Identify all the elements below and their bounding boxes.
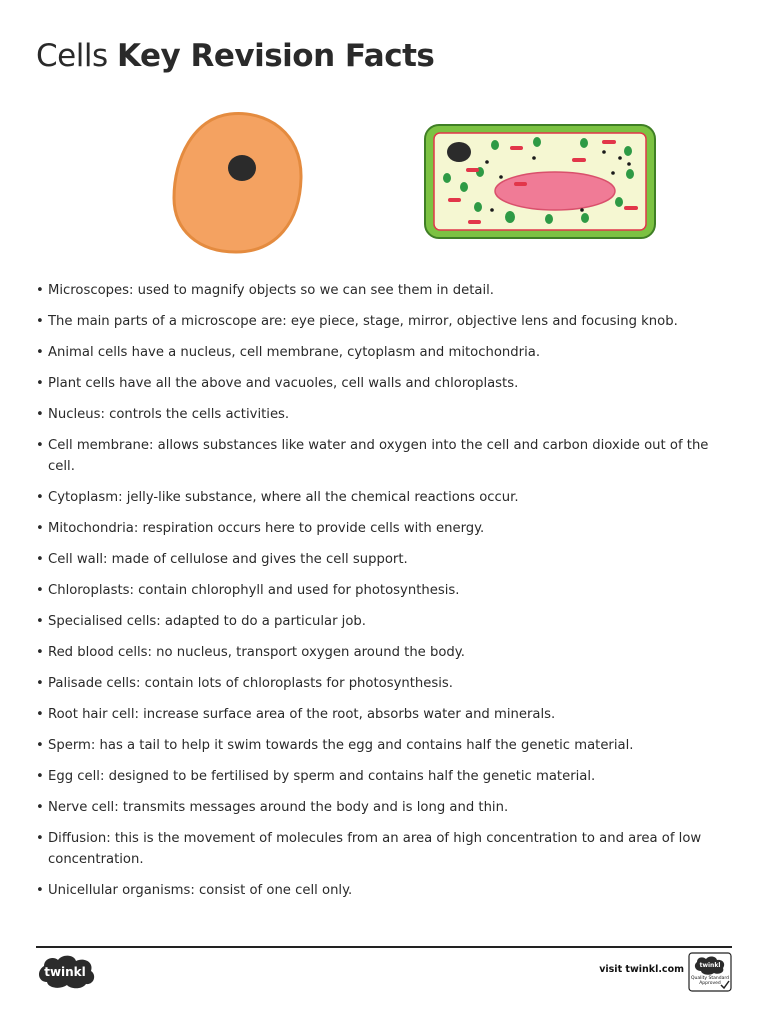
page-title: [36, 38, 434, 74]
svg-text:twinkl: twinkl: [699, 962, 721, 969]
plant-cell-illustration: [422, 122, 658, 242]
plant-nucleus-icon: [447, 142, 471, 162]
fact-item: • Specialised cells: adapted to do a particular job.: [36, 611, 726, 632]
fact-item: • Egg cell: designed to be fertilised by sperm and contains half the genetic material.: [36, 766, 726, 787]
fact-item: • Unicellular organisms: consist of one cell only.: [36, 880, 726, 901]
facts-list: [36, 280, 726, 911]
svg-text:twinkl: twinkl: [44, 965, 86, 979]
fact-item: • Palisade cells: contain lots of chloroplasts for photosynthesis.: [36, 673, 726, 694]
title-bold: Key Revision Facts: [116, 38, 435, 74]
fact-item: • Cell wall: made of cellulose and gives the cell support.: [36, 549, 726, 570]
fact-item: • Diffusion: this is the movement of molecules from an area of high concentration to and area of low concentration.: [36, 828, 726, 870]
fact-item: • Nerve cell: transmits messages around the body and is long and thin.: [36, 797, 726, 818]
footer-divider: [36, 946, 732, 948]
fact-item: • Nucleus: controls the cells activities.: [36, 404, 726, 425]
fact-item: • Root hair cell: increase surface area of the root, absorbs water and minerals.: [36, 704, 726, 725]
visit-link[interactable]: visit twinkl.com: [599, 964, 684, 975]
twinkl-logo[interactable]: [34, 952, 98, 992]
fact-item: • Cell membrane: allows substances like water and oxygen into the cell and carbon dioxide out of the cell.: [36, 435, 726, 477]
nucleus-icon: [228, 155, 256, 181]
badge-caption: Quality Standard Approved: [691, 976, 729, 986]
fact-item: • Sperm: has a tail to help it swim towards the egg and contains half the genetic material.: [36, 735, 726, 756]
fact-item: • Mitochondria: respiration occurs here to provide cells with energy.: [36, 518, 726, 539]
quality-badge: [688, 952, 732, 992]
fact-item: • Red blood cells: no nucleus, transport oxygen around the body.: [36, 642, 726, 663]
vacuole-icon: [495, 172, 615, 210]
fact-item: • The main parts of a microscope are: eye piece, stage, mirror, objective lens and focusing knob.: [36, 311, 726, 332]
fact-item: • Microscopes: used to magnify objects so we can see them in detail.: [36, 280, 726, 301]
fact-item: • Chloroplasts: contain chlorophyll and used for photosynthesis.: [36, 580, 726, 601]
fact-item: • Animal cells have a nucleus, cell membrane, cytoplasm and mitochondria.: [36, 342, 726, 363]
animal-cell-illustration: [168, 110, 308, 258]
title-light: Cells: [36, 38, 108, 74]
cell-membrane: [174, 114, 301, 252]
fact-item: • Plant cells have all the above and vacuoles, cell walls and chloroplasts.: [36, 373, 726, 394]
fact-item: • Cytoplasm: jelly-like substance, where all the chemical reactions occur.: [36, 487, 726, 508]
